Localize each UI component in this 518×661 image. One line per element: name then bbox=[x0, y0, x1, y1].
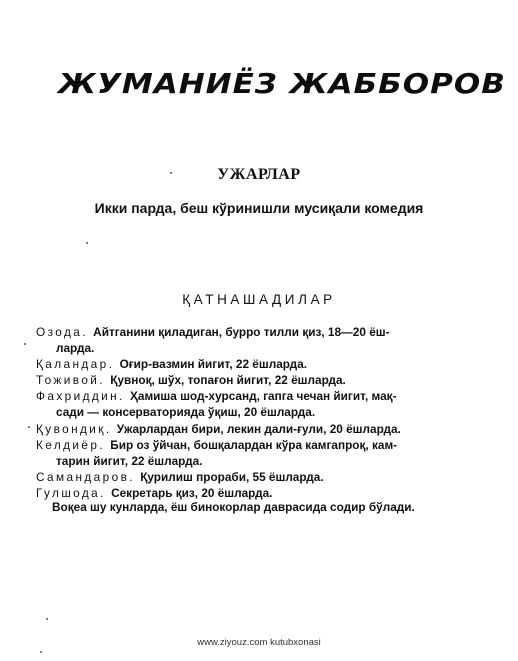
setting-note: Воқеа шу кунларда, ёш бинокорлар даврасида содир бўлади. bbox=[52, 500, 415, 514]
cast-entry-tojivoy bbox=[36, 372, 484, 388]
cast-heading: ҚАТНАШАДИЛАР bbox=[182, 292, 336, 307]
cast-entry-quvondiq bbox=[36, 421, 484, 437]
character-name: Тоживой. bbox=[36, 373, 105, 388]
cast-entry-keldiyor bbox=[36, 437, 484, 453]
scan-speck bbox=[24, 343, 26, 345]
cast-entry-samandarov bbox=[36, 469, 484, 485]
character-description: Ужарлардан бири, лекин дали-ғули, 20 ёшларда. bbox=[116, 421, 401, 436]
character-description-continued: ларда. bbox=[56, 341, 95, 356]
play-title: УЖАРЛАР bbox=[217, 166, 301, 183]
author-name: ЖУМАНИЁЗ ЖАББОРОВ bbox=[58, 67, 506, 101]
scan-speck bbox=[86, 242, 88, 244]
footer-watermark: www.ziyouz.com kutubxonasi bbox=[197, 637, 321, 648]
character-description-continued: сади — консерваторияда ўқиш, 20 ёшларда. bbox=[56, 405, 316, 420]
character-description-continued: тарин йигит, 22 ёшларда. bbox=[56, 453, 203, 468]
scan-speck bbox=[40, 651, 42, 653]
cast-list bbox=[36, 324, 484, 501]
cast-entry-fakhriddin bbox=[36, 388, 484, 404]
cast-entry-ozoda bbox=[36, 324, 484, 340]
character-name: Қувондиқ. bbox=[36, 421, 112, 436]
character-name: Келдиёр. bbox=[36, 437, 105, 452]
character-description: Секретарь қиз, 20 ёшларда. bbox=[111, 485, 273, 500]
scan-speck bbox=[28, 426, 30, 428]
character-description: Бир оз ўйчан, бошқалардан кўра камгапроқ, кам- bbox=[110, 437, 398, 452]
character-description: Оғир-вазмин йигит, 22 ёшларда. bbox=[119, 357, 307, 372]
play-subtitle: Икки парда, беш кўринишли мусиқали комедия bbox=[94, 200, 424, 216]
character-description: Айтганини қиладиган, бурро тилли қиз, 18—20 ёш- bbox=[93, 325, 390, 339]
character-description: Қувноқ, шўх, топағон йигит, 22 ёшларда. bbox=[110, 373, 346, 388]
character-name: Самандаров. bbox=[36, 469, 135, 484]
cast-entry-qalandar bbox=[36, 356, 484, 372]
cast-entry-gulshoda bbox=[36, 485, 484, 501]
character-name: Фахриддин. bbox=[36, 389, 125, 404]
character-description: Ҳамиша шод-хурсанд, гапга чечан йигит, мақ- bbox=[130, 389, 397, 404]
scan-speck bbox=[170, 172, 172, 174]
character-name: Озода. bbox=[36, 325, 88, 339]
character-description: Қурилиш прораби, 55 ёшларда. bbox=[140, 469, 324, 484]
scan-speck bbox=[46, 618, 48, 620]
character-name: Қаландар. bbox=[36, 357, 115, 372]
character-name: Гулшода. bbox=[36, 485, 106, 500]
